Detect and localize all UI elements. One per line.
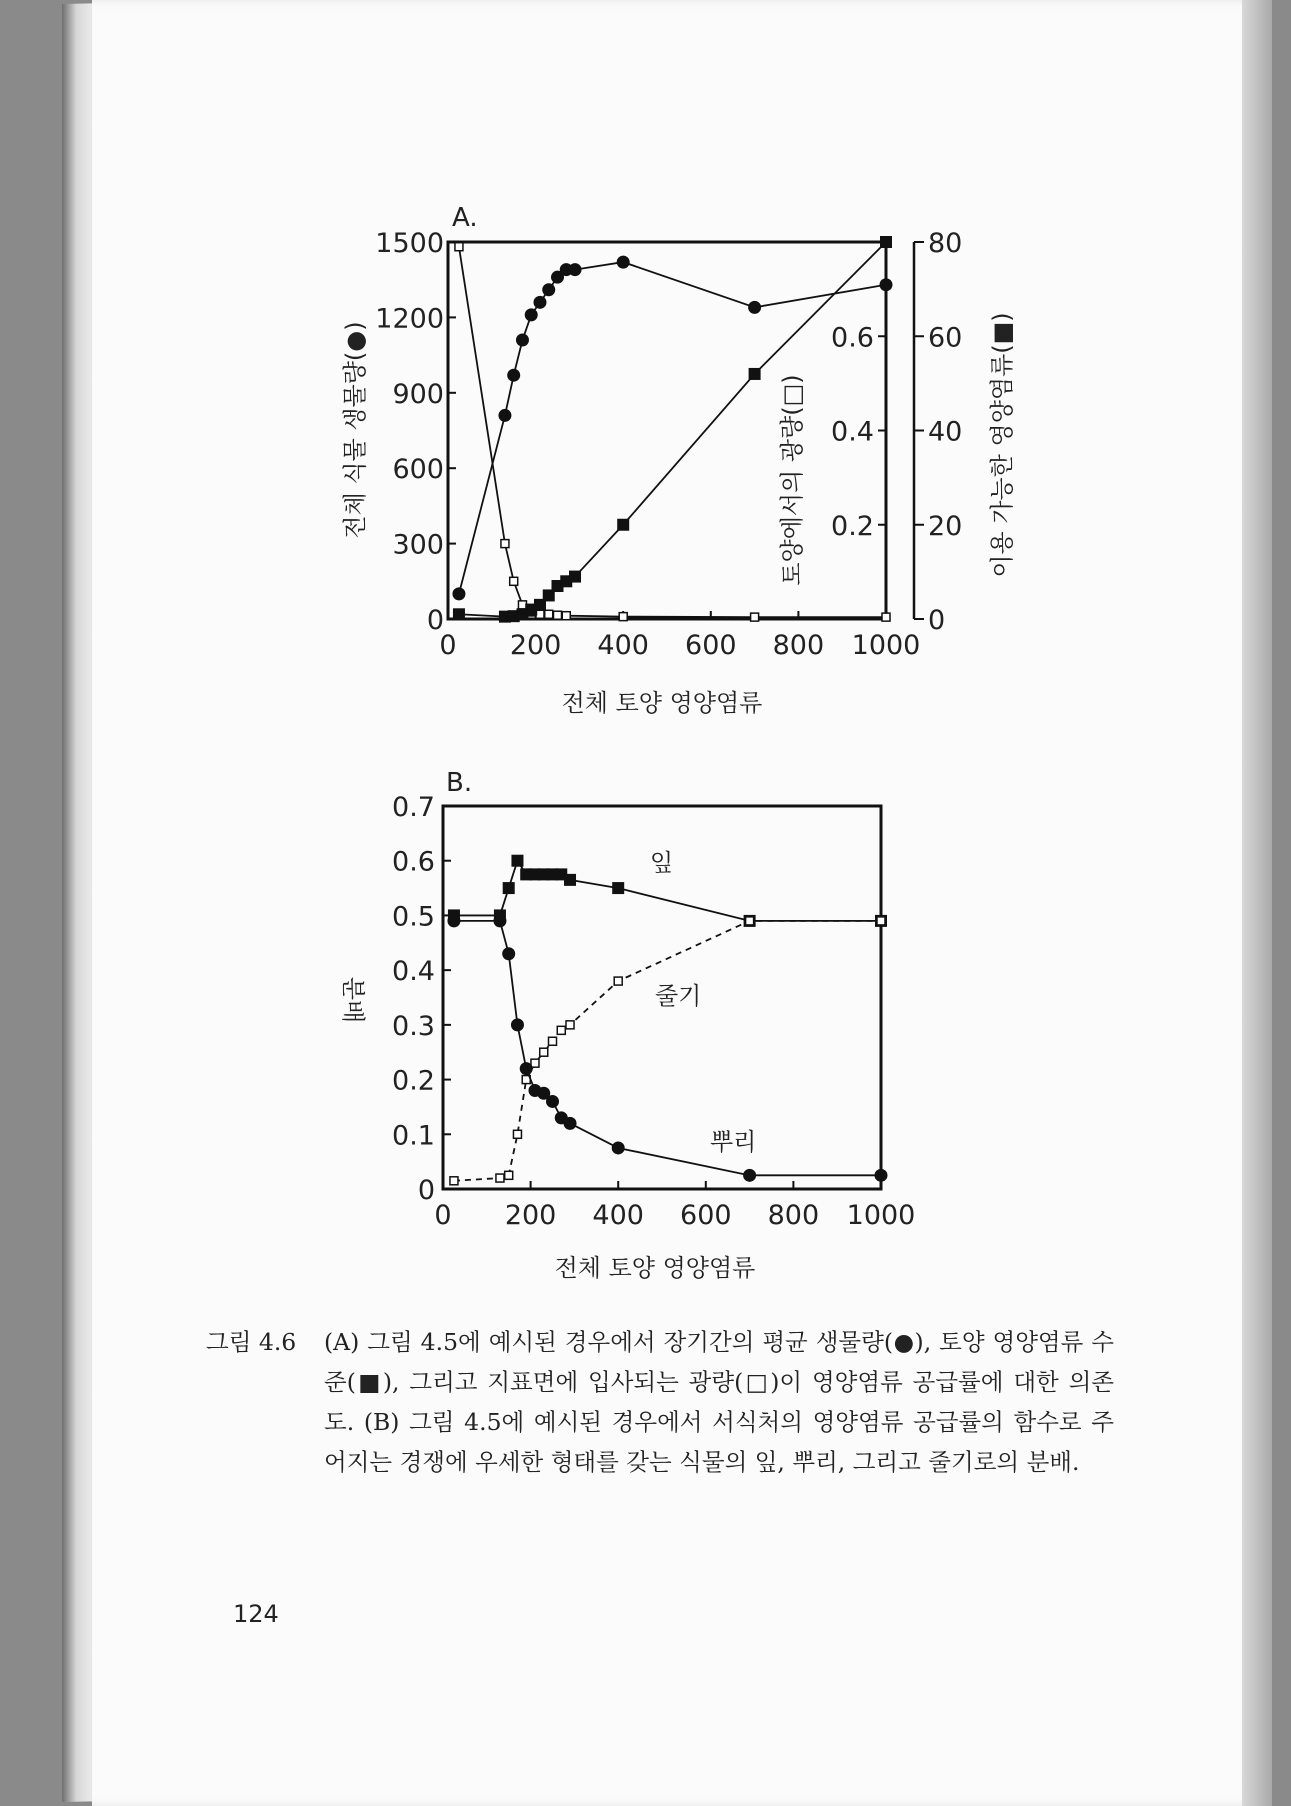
data-point-filled-circle (516, 334, 529, 347)
x-tick-label: 200 (504, 1200, 557, 1231)
y-inner-tick-label: 0.6 (831, 322, 874, 354)
y-tick-label: 0.3 (392, 1010, 435, 1042)
data-point-open-square (619, 613, 627, 621)
series-line-open-square (454, 921, 881, 1181)
data-point-filled-circle (447, 914, 460, 927)
chart-panel-a (0, 0, 1291, 760)
x-tick-label: 200 (509, 630, 562, 661)
data-point-filled-circle (507, 369, 520, 382)
y-left-tick-label: 1200 (375, 303, 444, 335)
series-line-filled-circle (459, 262, 886, 594)
data-point-filled-square (617, 519, 629, 531)
data-point-open-square (614, 977, 622, 985)
panel-b-x-axis-title: 전체 토양 영양염류 (554, 1254, 756, 1282)
data-point-filled-circle (546, 1095, 559, 1108)
caption-label: 그림 4.6 (206, 1328, 297, 1356)
data-point-filled-square (569, 571, 581, 583)
x-tick-label: 1000 (846, 1200, 916, 1231)
data-point-filled-circle (493, 914, 506, 927)
data-point-filled-square (880, 236, 892, 248)
data-point-filled-square (612, 882, 624, 894)
data-point-filled-circle (533, 296, 546, 309)
data-point-open-square (450, 1177, 458, 1185)
data-point-open-square (510, 577, 518, 585)
data-point-filled-square (564, 874, 576, 886)
data-point-filled-circle (569, 263, 582, 276)
y-right-tick-label: 40 (928, 416, 963, 448)
page-number: 124 (233, 1600, 279, 1628)
y-tick-label: 0.4 (392, 956, 435, 988)
y-left-tick-label: 300 (392, 529, 444, 561)
data-point-open-square (746, 917, 754, 925)
data-point-filled-circle (564, 1117, 577, 1130)
data-point-filled-square (453, 608, 465, 620)
data-point-filled-square (749, 368, 761, 380)
data-point-filled-circle (748, 301, 761, 314)
panel-a-left-axis-title: 전체 식물 생물량(●) (341, 321, 369, 539)
annotation-stem: 줄기 (655, 982, 702, 1010)
panel-a-right-axis-title: 이용 가능한 영양염류(■) (988, 312, 1016, 578)
data-point-open-square (531, 1059, 539, 1067)
series-line-filled-square (459, 242, 886, 617)
annotation-leaf: 잎 (650, 849, 674, 877)
y-tick-label: 0.5 (392, 901, 435, 933)
data-point-filled-circle (520, 1062, 533, 1075)
x-tick-label: 0 (434, 1200, 452, 1231)
data-point-filled-circle (617, 256, 630, 269)
data-point-open-square (554, 611, 562, 619)
series-line-open-square (459, 247, 886, 617)
data-point-filled-circle (743, 1169, 756, 1182)
data-point-filled-circle (880, 278, 893, 291)
data-point-open-square (513, 1130, 521, 1138)
data-point-filled-circle (502, 947, 515, 960)
data-point-open-square (540, 1048, 548, 1056)
x-tick-label: 400 (592, 1200, 644, 1231)
caption-text: (A) 그림 4.5에 예시된 경우에서 장기간의 평균 생물량(●), 토양 영양염류 수준(■), 그리고 지표면에 입사되는 광량(□)이 영양염류 공급률에 대한 의존도. (B) 그림 4.5에 예시된 경우에서 서식처의 영양염류 공급률의 함수로 주어지는 경쟁에 우세한 형태를 갖는 식물의 잎, 뿌리, 그리고 줄기로의 분배. (324, 1328, 1114, 1476)
data-point-filled-circle (511, 1018, 524, 1031)
y-tick-label: 0.6 (392, 846, 435, 878)
x-tick-label: 0 (439, 630, 457, 661)
y-inner-tick-label: 0.4 (831, 416, 874, 448)
chart-panel-b (0, 760, 1291, 1280)
data-point-filled-circle (612, 1141, 625, 1154)
panel-a-label: A. (452, 203, 478, 233)
y-left-tick-label: 1500 (375, 228, 444, 259)
data-point-filled-circle (525, 308, 538, 321)
y-inner-tick-label: 0.2 (831, 510, 874, 542)
data-point-filled-circle (542, 283, 555, 296)
data-point-filled-square (511, 855, 523, 867)
y-left-tick-label: 0 (426, 605, 444, 636)
y-left-tick-label: 600 (392, 454, 444, 486)
x-tick-label: 400 (597, 630, 649, 661)
y-left-tick-label: 900 (392, 378, 444, 410)
y-tick-label: 0.2 (392, 1065, 435, 1097)
data-point-filled-circle (498, 409, 511, 422)
panel-a-x-axis-title: 전체 토양 영양염류 (561, 689, 763, 717)
y-right-tick-label: 20 (928, 510, 963, 542)
y-right-tick-label: 80 (928, 228, 963, 259)
data-point-filled-circle (875, 1169, 888, 1182)
data-point-open-square (562, 612, 570, 620)
data-point-open-square (882, 613, 890, 621)
x-tick-label: 600 (685, 630, 737, 661)
panel-b-label: B. (446, 768, 473, 798)
data-point-open-square (557, 1026, 565, 1034)
data-point-filled-square (503, 882, 515, 894)
y-right-tick-label: 0 (928, 605, 946, 636)
x-tick-label: 600 (680, 1200, 732, 1231)
data-point-open-square (566, 1021, 574, 1029)
data-point-open-square (505, 1171, 513, 1179)
data-point-filled-circle (452, 587, 465, 600)
plot-frame-a (448, 242, 886, 619)
panel-b-y-axis-title: 분배 (339, 976, 367, 1024)
x-tick-label: 800 (772, 630, 825, 661)
y-right-tick-label: 60 (928, 322, 963, 354)
y-tick-label: 0 (417, 1175, 435, 1206)
x-tick-label: 1000 (851, 630, 921, 661)
data-point-open-square (549, 1037, 557, 1045)
data-point-open-square (496, 1174, 504, 1182)
data-point-open-square (455, 243, 463, 251)
y-tick-label: 0.1 (392, 1120, 435, 1152)
y-tick-label: 0.7 (392, 792, 435, 823)
data-point-open-square (751, 613, 759, 621)
panel-a-inner-axis-title: 토양에서의 광량(□) (778, 374, 806, 586)
data-point-open-square (545, 610, 553, 618)
x-tick-label: 800 (767, 1200, 820, 1231)
annotation-root: 뿌리 (710, 1128, 757, 1156)
data-point-open-square (501, 540, 509, 548)
data-point-open-square (877, 917, 885, 925)
